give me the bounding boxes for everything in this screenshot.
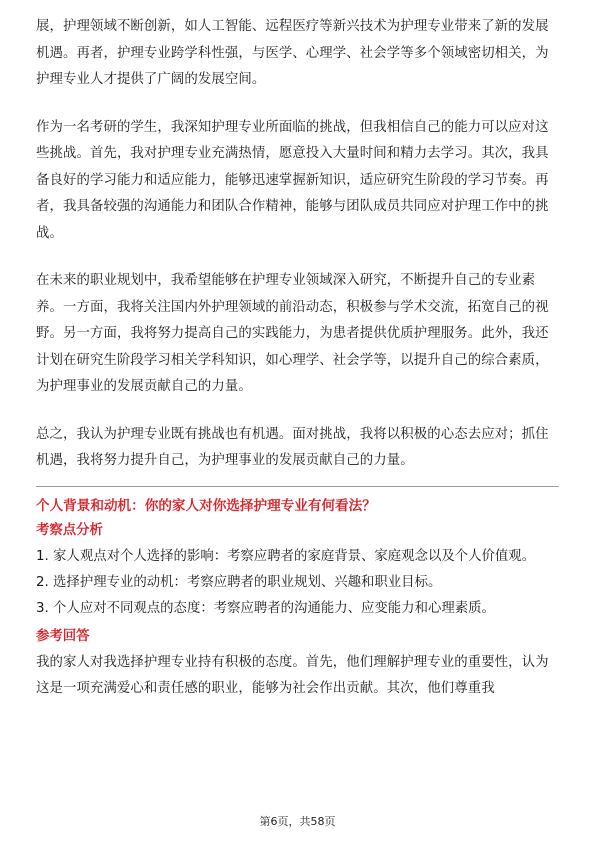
- paragraph-challenges: 作为一名考研的学生，我深知护理专业所面临的挑战，但我相信自己的能力可以应对这些挑战。首先，我对护理专业充满热情，愿意投入大量时间和精力去学习。其次，我具备良好的学习能力和适应能力，能够迅速掌握新知识，适应研究生阶段的学习节奏。再者，我具备较强的沟通能力和团队合作精神，能够与团队成员共同应对护理工作中的挑战。: [36, 119, 549, 241]
- analysis-item-3: 3. 个人应对不同观点的态度：考察应聘者的沟通能力、应变能力和心理素质。: [36, 600, 495, 616]
- paragraph-career-plan: 在未来的职业规划中，我希望能够在护理专业领域深入研究，不断提升自己的专业素养。一方面，我将关注国内外护理领域的前沿动态，积极参与学术交流，拓宽自己的视野。另一方面，我将努力提高自己的实践能力，为患者提供优质护理服务。此外，我还计划在研究生阶段学习相关学科知识，如心理学、社会学等，以提升自己的综合素质，为护理事业的发展贡献自己的力量。: [36, 273, 549, 394]
- answer-heading: 参考回答: [36, 628, 90, 644]
- question-title: 个人背景和动机：你的家人对你选择护理专业有何看法？: [36, 497, 376, 514]
- page-number-footer: 第6页，共58页: [259, 815, 336, 828]
- paragraph-development: 展，护理领域不断创新，如人工智能、远程医疗等新兴技术为护理专业带来了新的发展机遇。再者，护理专业跨学科性强，与医学、心理学、社会学等多个领域密切相关，为护理专业人才提供了广阔的发展空间。: [36, 19, 549, 87]
- section-divider: [36, 486, 559, 487]
- document-page: [36, 14, 559, 703]
- analysis-heading: 考察点分析: [36, 522, 103, 538]
- analysis-item-1: 1. 家人观点对个人选择的影响：考察应聘者的家庭背景、家庭观念以及个人价值观。: [36, 548, 536, 564]
- answer-text: 我的家人对我选择护理专业持有积极的态度。首先，他们理解护理专业的重要性，认为这是一项充满爱心和责任感的职业，能够为社会作出贡献。其次，他们尊重我: [36, 654, 549, 696]
- analysis-item-2: 2. 选择护理专业的动机：考察应聘者的职业规划、兴趣和职业目标。: [36, 574, 442, 590]
- paragraph-conclusion: 总之，我认为护理专业既有挑战也有机遇。面对挑战，我将以积极的心态去应对；抓住机遇，我将努力提升自己，为护理事业的发展贡献自己的力量。: [36, 426, 549, 468]
